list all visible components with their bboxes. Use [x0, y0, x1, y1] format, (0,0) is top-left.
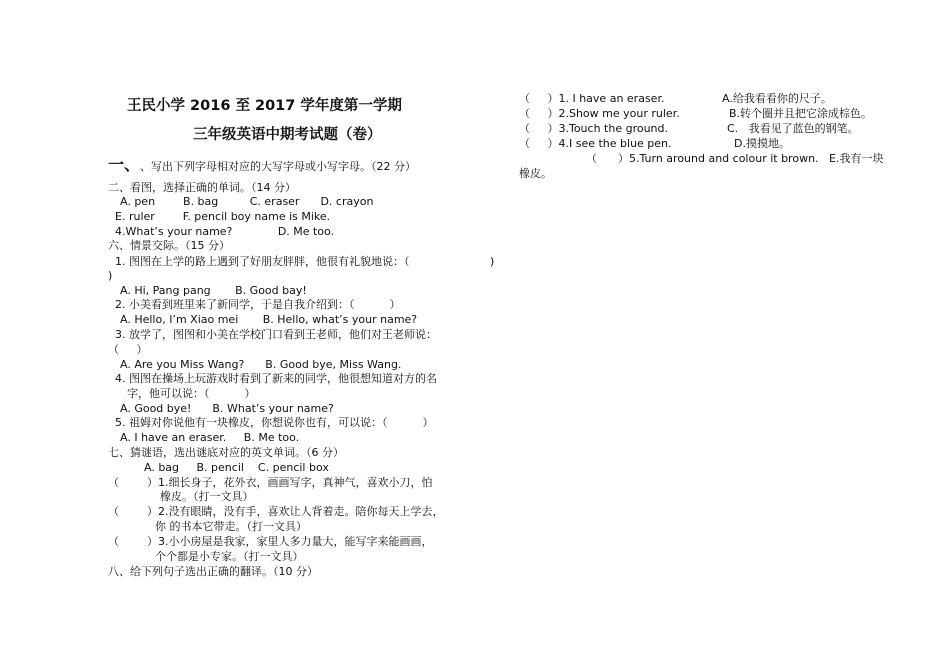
- question-3-paren: （ ）: [108, 343, 148, 356]
- question-1: 1. 图图在上学的路上遇到了好朋友胖胖，他很有礼貌地说：（: [115, 255, 410, 268]
- section-7-title: 七、猜谜语，选出谜底对应的英文单词。（6 分）: [108, 446, 344, 459]
- translation-2-option: B.转个圈并且把它涂成棕色。: [729, 107, 873, 120]
- question-4: 4. 图图在操场上玩游戏时看到了新来的同学，他很想知道对方的名: [115, 372, 437, 385]
- riddle-3-cont: 个个都是小专家。（打一文具）: [155, 550, 304, 563]
- question-1-paren-close: ): [108, 269, 113, 282]
- exam-title-subject: 三年级英语中期考试题（卷）: [193, 127, 382, 143]
- section-6-title: 六、情景交际。（15 分）: [108, 239, 230, 252]
- exam-title-school: 王民小学 2016 至 2017 学年度第一学期: [127, 98, 402, 114]
- section-2-options-1: A. pen B. bag C. eraser D. crayon: [120, 195, 374, 208]
- question-2-options: A. Hello, I’m Xiao mei B. Hello, what’s your name?: [120, 313, 418, 326]
- translation-5-question: （ ）5.Turn around and colour it brown.: [586, 152, 819, 165]
- section-2-options-2: E. ruler F. pencil boy name is Mike.: [115, 210, 331, 223]
- question-3-options: A. Are you Miss Wang? B. Good bye, Miss Wang.: [120, 358, 402, 371]
- section-8-title: 八、给下列句子选出正确的翻译。（10 分）: [108, 565, 318, 578]
- question-5: 5. 祖姆对你说他有一块橡皮，你想说你也有，可以说：（ ）: [115, 416, 434, 429]
- question-3: 3. 放学了，图图和小美在学校门口看到王老师，他们对王老师说：: [115, 328, 437, 341]
- question-1-options: A. Hi, Pang pang B. Good bay!: [120, 284, 307, 297]
- translation-5-option-cont: 橡皮。: [519, 167, 552, 180]
- riddle-2-cont: 你 的书本它带走。（打一文具）: [155, 520, 307, 533]
- section-2-title: 二、看图，选择正确的单词。（14 分）: [108, 181, 296, 194]
- question-1-paren: ): [490, 255, 495, 268]
- section-1-mark: 一、: [108, 155, 141, 174]
- riddle-2: （ ）2.没有眼睛，没有手，喜欢让人背着走。陪你每天上学去，: [108, 505, 444, 518]
- section-2-options-3: 4.What’s your name? D. Me too.: [115, 225, 335, 238]
- question-4-cont: 字，他可以说：（ ）: [127, 387, 256, 400]
- translation-4-question: （ ）4.I see the blue pen.: [519, 137, 672, 150]
- translation-1-question: （ ）1. I have an eraser.: [519, 92, 665, 105]
- section-7-options: A. bag B. pencil C. pencil box: [144, 461, 329, 474]
- question-5-options: A. I have an eraser. B. Me too.: [120, 431, 300, 444]
- translation-2-question: （ ）2.Show me your ruler.: [519, 107, 680, 120]
- riddle-1: （ ）1.细长身子，花外衣，画画写字，真神气，喜欢小刀，怕: [108, 476, 433, 489]
- section-1-title: 、写出下列字母相对应的大写字母或小写字母。（22 分）: [140, 160, 416, 173]
- translation-3-question: （ ）3.Touch the ground.: [519, 122, 669, 135]
- translation-1-option: A.给我看看你的尺子。: [722, 92, 832, 105]
- translation-3-option: C. 我看见了蓝色的钢笔。: [727, 122, 859, 135]
- question-4-options: A. Good bye! B. What’s your name?: [120, 402, 334, 415]
- translation-4-option: D.摸摸地。: [734, 137, 790, 150]
- question-2: 2. 小美看到班里来了新同学，于是自我介绍到：（ ）: [115, 298, 401, 311]
- riddle-1-cont: 橡皮。（打一文具）: [160, 490, 254, 503]
- translation-5-option: E.我有一块: [829, 152, 884, 165]
- riddle-3: （ ）3.小小房屋是我家，家里人多力量大，能写字来能画画，: [108, 535, 433, 548]
